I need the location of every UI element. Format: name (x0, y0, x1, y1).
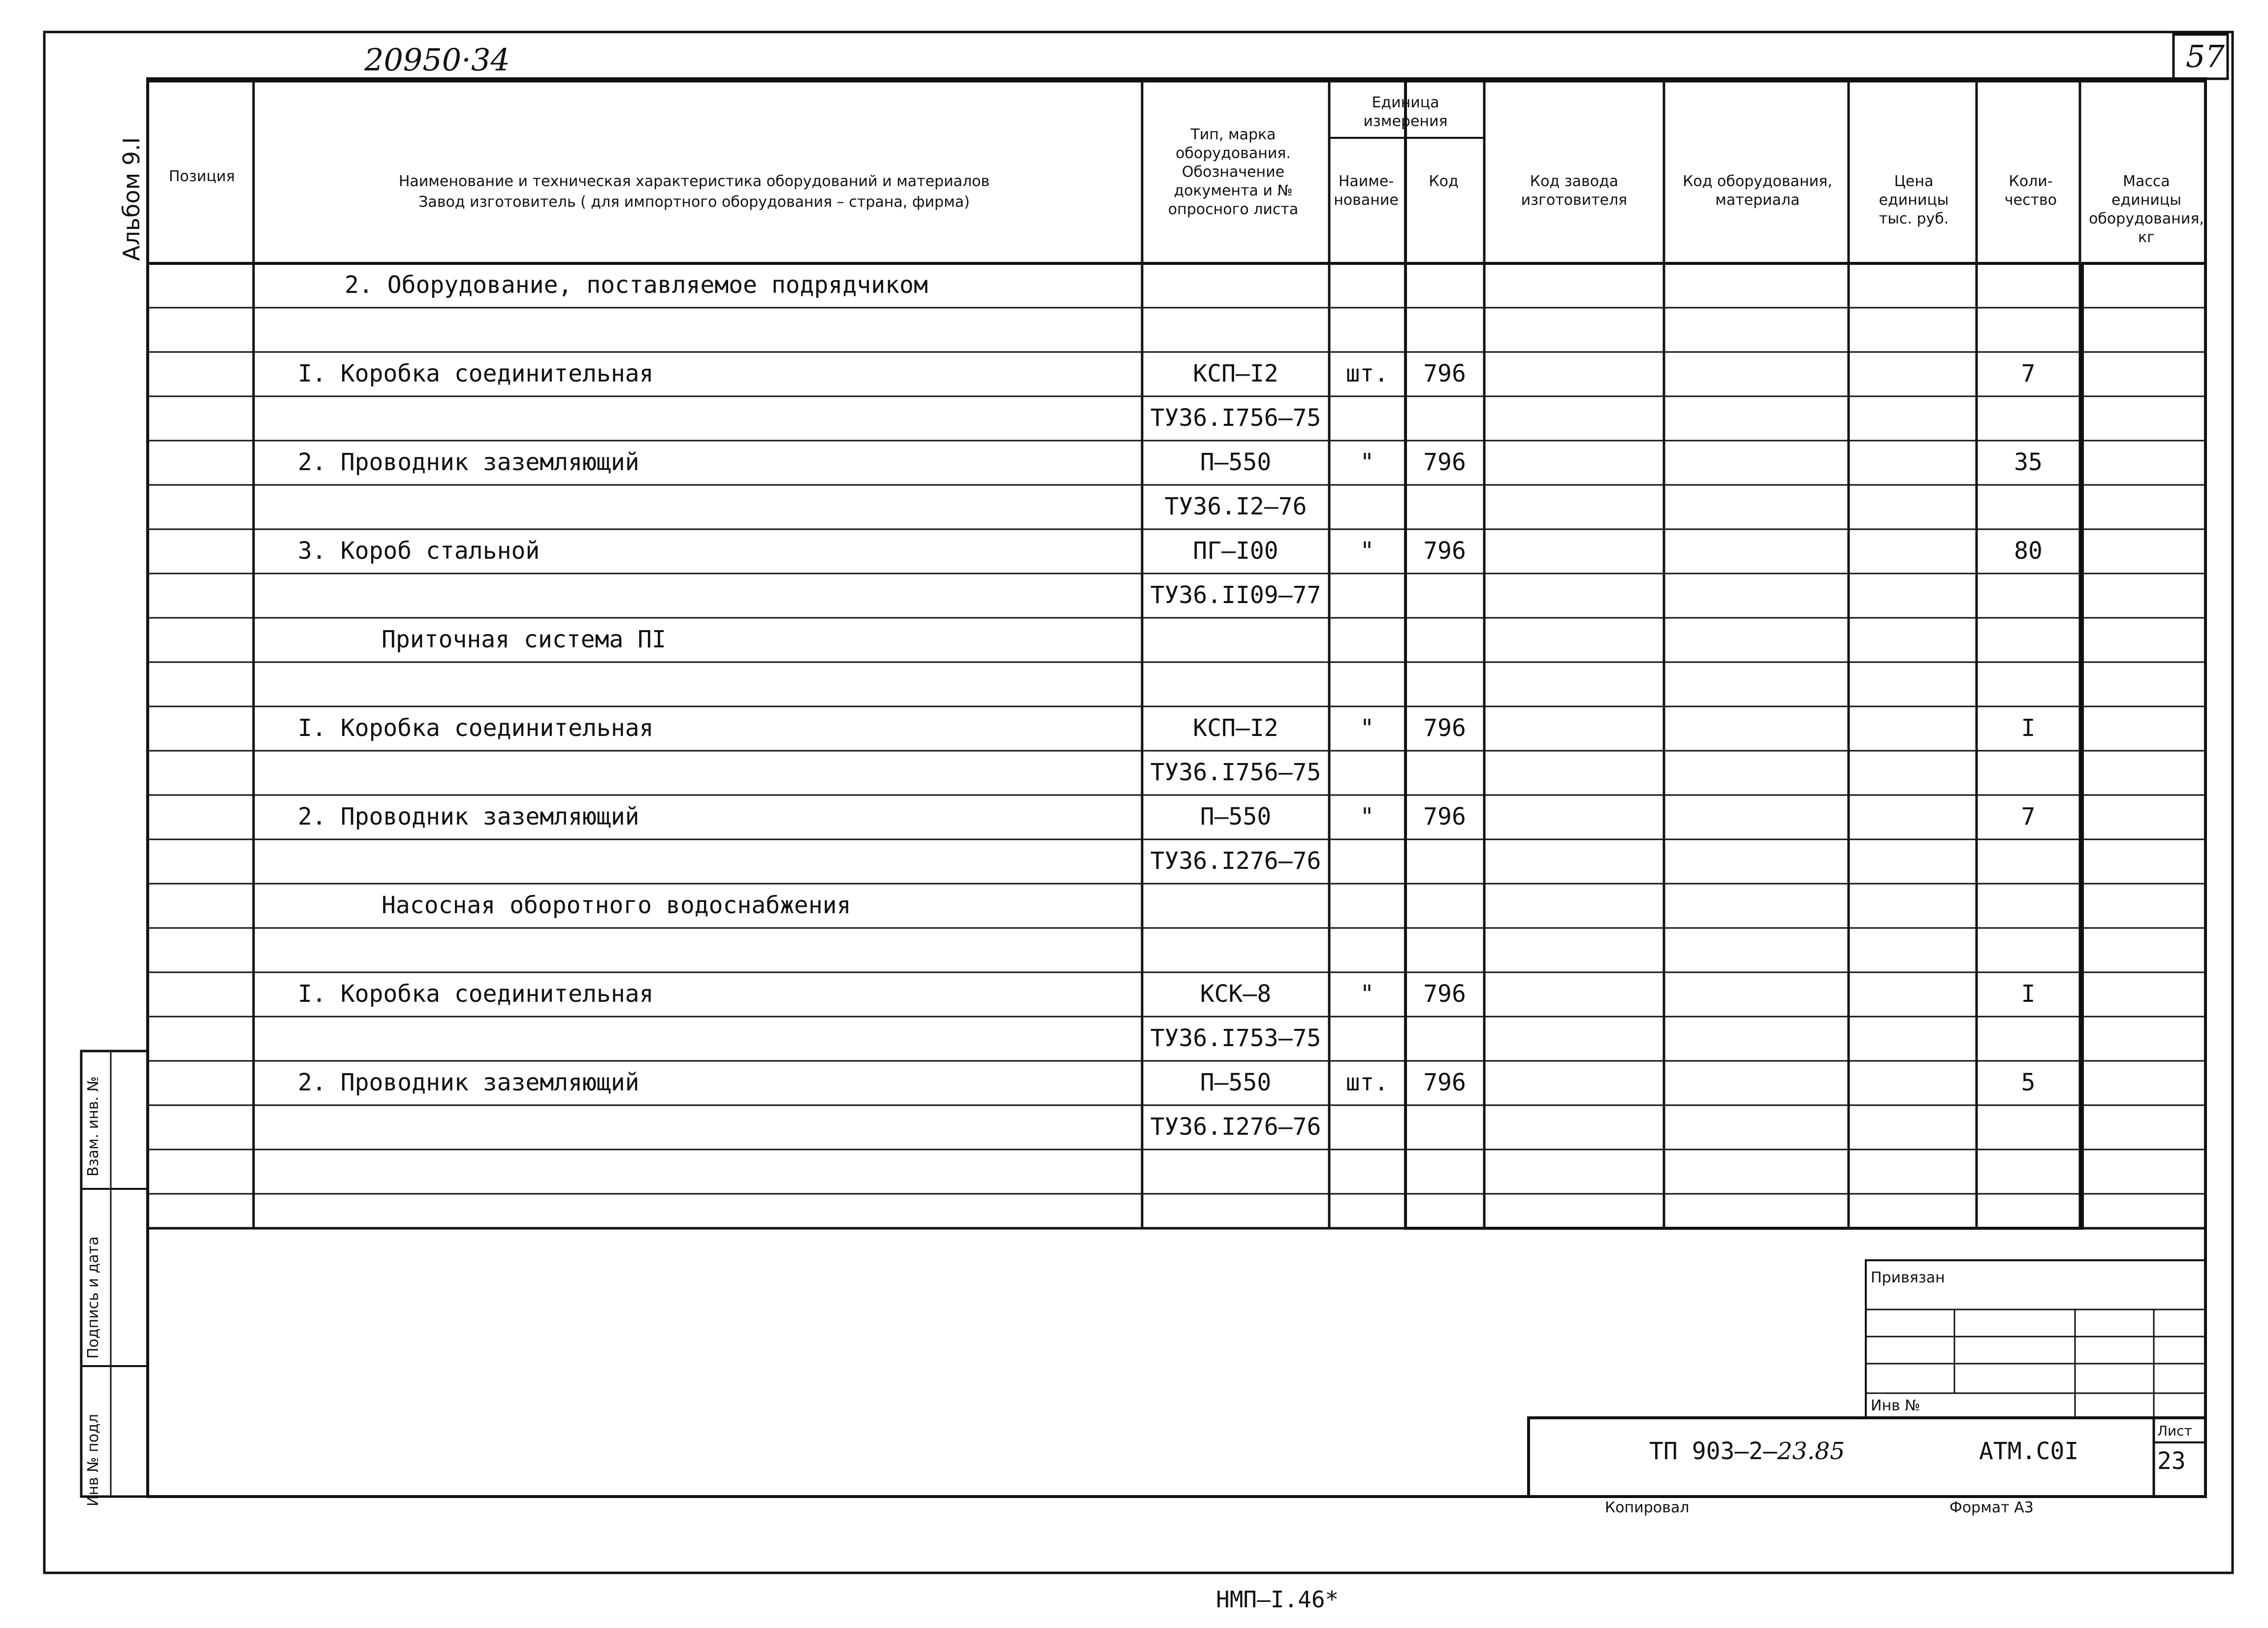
header-line: Масса (2123, 173, 2170, 190)
unit-name: " (1360, 537, 1374, 565)
type-mark: П–550 (1200, 803, 1272, 830)
header-name-line1: Наименование и техническая характеристика оборудований и материалов (398, 173, 990, 190)
unit-name: шт. (1345, 1069, 1389, 1096)
quantity: I (2021, 714, 2036, 742)
type-mark: П–550 (1200, 448, 1272, 476)
header-mass (2082, 172, 2210, 247)
header-unit-group (1329, 94, 1482, 131)
header-line: тыс. руб. (1879, 210, 1949, 227)
header-line: Единица (1372, 94, 1439, 111)
unit-code: 796 (1423, 980, 1466, 1008)
type-mark: ПГ–I00 (1193, 537, 1278, 565)
header-line: оборудования, (2089, 210, 2204, 227)
header-line: Код оборудования, (1683, 173, 1832, 190)
title-block-sheet-number: 23 (2157, 1447, 2186, 1475)
header-line: материала (1715, 192, 1800, 209)
title-main-frame (1529, 1418, 2205, 1497)
side-stamp-inventory: Инв № подл (85, 1414, 102, 1506)
header-line: Обозначение (1182, 163, 1285, 181)
item-name: 2. Проводник заземляющий (298, 1069, 639, 1096)
header-line: опросного листа (1168, 201, 1299, 218)
header-equipment-code (1666, 172, 1849, 210)
type-mark: П–550 (1200, 1069, 1272, 1096)
section-title: Приточная система ПI (382, 626, 666, 653)
album-label: Альбом 9.I (118, 137, 145, 261)
unit-code: 796 (1423, 714, 1466, 742)
header-line: нование (1334, 192, 1399, 209)
header-name-line2: Завод изготовитель ( для импортного оборудования – страна, фирма) (418, 193, 970, 211)
document-number-handwritten: 20950·34 (364, 42, 510, 78)
type-mark: КСК–8 (1200, 980, 1272, 1008)
quantity: I (2021, 980, 2036, 1008)
header-line: единицы (2111, 192, 2181, 209)
quantity: 7 (2021, 803, 2036, 830)
title-block-inv-label: Инв № (1871, 1397, 1920, 1414)
title-block-drawing-mark: АТМ.С0I (1979, 1437, 2079, 1465)
item-name: 3. Короб стальной (298, 537, 540, 565)
title-block-sheet-label: Лист (2157, 1423, 2192, 1439)
header-line: изготовителя (1521, 192, 1628, 209)
quantity: 35 (2014, 448, 2043, 476)
type-mark: ТУ36.I2–76 (1164, 493, 1307, 520)
header-type (1142, 126, 1324, 219)
item-name: I. Коробка соединительная (298, 980, 654, 1008)
page-number-handwritten: 57 (2186, 38, 2225, 74)
header-line: кг (2138, 229, 2155, 246)
header-line: документа и № (1174, 182, 1293, 199)
header-unit-code: Код (1429, 173, 1459, 190)
header-line: Цена (1894, 173, 1934, 190)
type-mark: КСП–I2 (1193, 714, 1278, 742)
type-mark: ТУ36.I276–76 (1150, 847, 1321, 875)
doc-code-part1: ТП 903–2– (1649, 1437, 1778, 1465)
header-line: Наиме- (1338, 173, 1394, 190)
header-line: единицы (1879, 192, 1949, 209)
side-stamp-replace-inv: Взам. инв. № (85, 1076, 102, 1177)
header-line: оборудования. (1176, 145, 1291, 162)
header-position: Позиция (168, 168, 235, 185)
unit-name: " (1360, 714, 1374, 742)
quantity: 5 (2021, 1069, 2036, 1096)
type-mark: ТУ36.I276–76 (1150, 1113, 1321, 1141)
unit-name: шт. (1345, 360, 1389, 387)
type-mark: КСП–I2 (1193, 360, 1278, 387)
header-unit-name (1329, 172, 1403, 210)
header-line: измерения (1363, 113, 1448, 130)
header-line: Код завода (1530, 173, 1619, 190)
unit-code: 796 (1423, 537, 1466, 565)
header-line: Тип, марка (1190, 126, 1276, 143)
header-quantity (1979, 172, 2082, 210)
footer-copied: Копировал (1605, 1499, 1690, 1516)
header-price (1851, 172, 1977, 228)
header-line: Коли- (2009, 173, 2053, 190)
side-stamp-signature-date: Подпись и дата (85, 1236, 102, 1359)
header-line: чество (2004, 192, 2057, 209)
footer-stamp: НМП–I.46* (1216, 1586, 1339, 1613)
quantity: 80 (2014, 537, 2043, 565)
unit-code: 796 (1423, 448, 1466, 476)
title-block-doc-code (1649, 1437, 1845, 1465)
title-block-privyazan-label: Привязан (1871, 1269, 1945, 1286)
item-name: 2. Проводник заземляющий (298, 448, 639, 476)
unit-name: " (1360, 803, 1374, 830)
unit-code: 796 (1423, 1069, 1466, 1096)
footer-format: Формат А3 (1949, 1499, 2034, 1516)
header-plant-code (1484, 172, 1664, 210)
unit-name: " (1360, 980, 1374, 1008)
item-name: I. Коробка соединительная (298, 714, 654, 742)
item-name: I. Коробка соединительная (298, 360, 654, 387)
section-title: Насосная оборотного водоснабжения (382, 892, 851, 919)
unit-name: " (1360, 448, 1374, 476)
type-mark: ТУ36.I753–75 (1150, 1024, 1321, 1052)
quantity: 7 (2021, 360, 2036, 387)
item-name: 2. Проводник заземляющий (298, 803, 639, 830)
type-mark: ТУ36.II09–77 (1150, 581, 1321, 609)
unit-code: 796 (1423, 360, 1466, 387)
doc-code-part2: 23.85 (1777, 1437, 1845, 1465)
type-mark: ТУ36.I756–75 (1150, 759, 1321, 786)
section-title: 2. Оборудование, поставляемое подрядчиком (345, 271, 928, 299)
type-mark: ТУ36.I756–75 (1150, 404, 1321, 432)
unit-code: 796 (1423, 803, 1466, 830)
